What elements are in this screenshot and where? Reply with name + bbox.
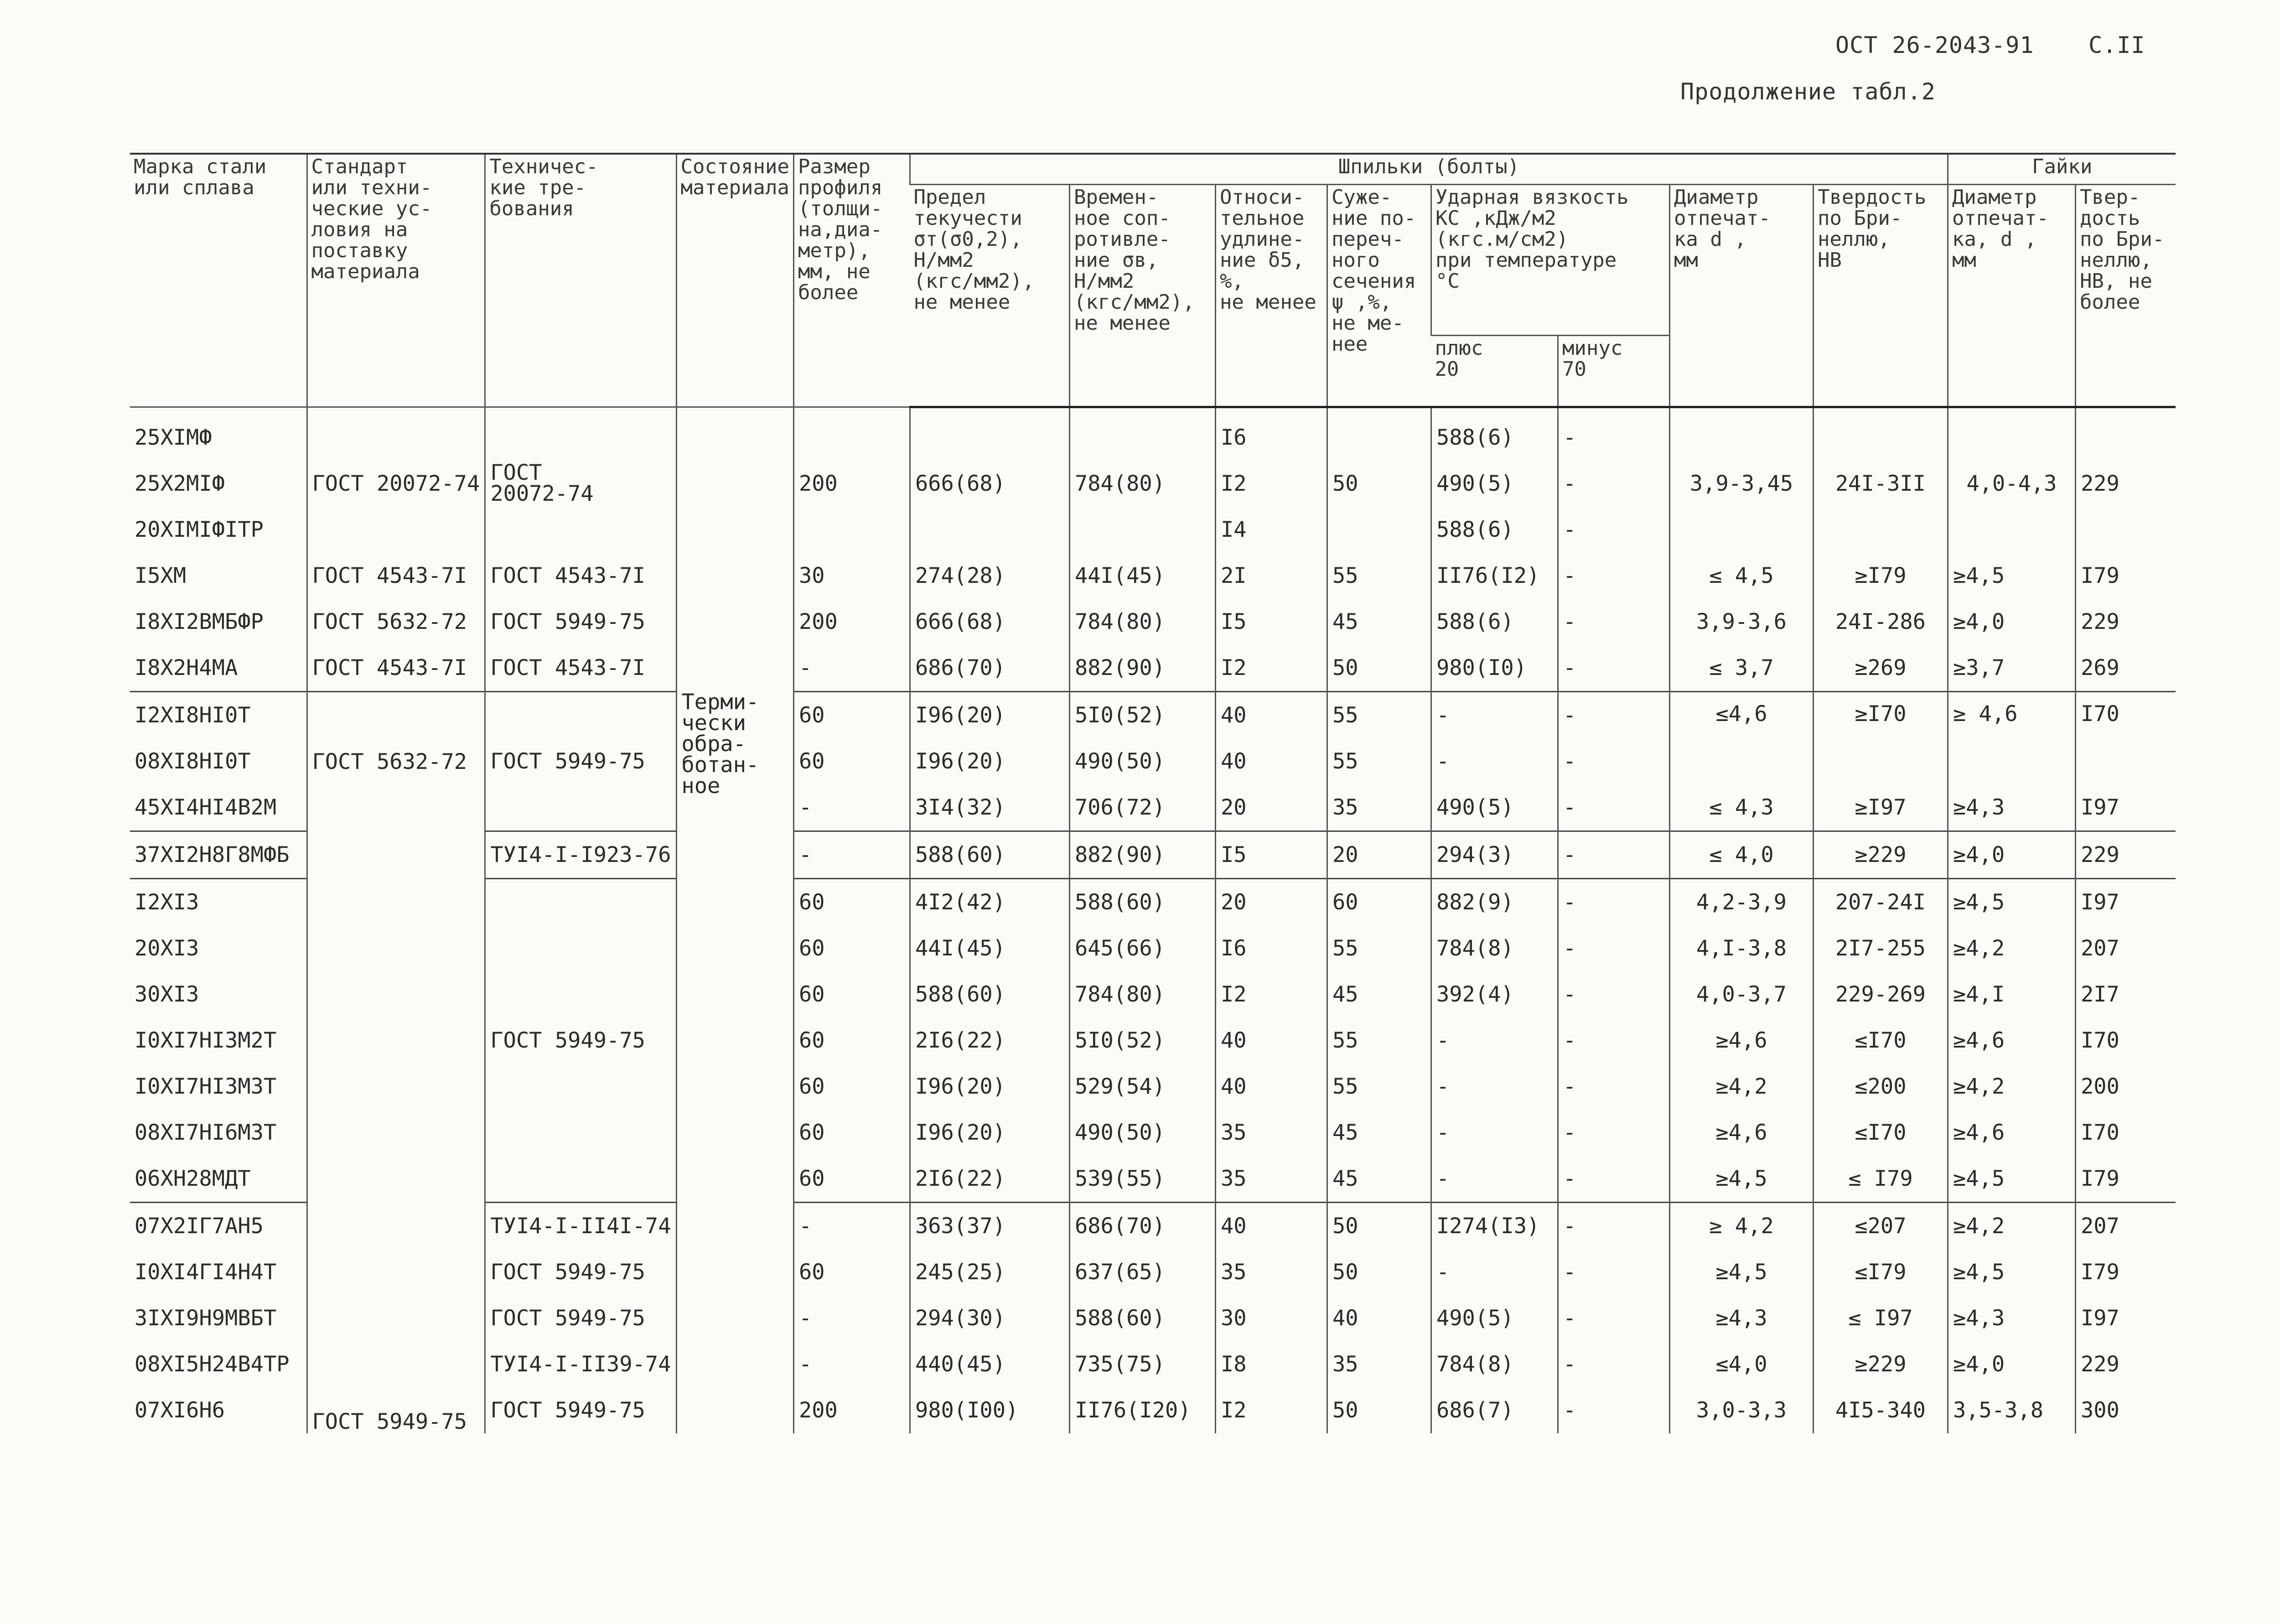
cell-tensile: 645(66) — [1069, 925, 1215, 971]
cell-stud-hardness: ≥I70 — [1813, 692, 1948, 785]
header-condition: Состояние материала — [676, 154, 793, 407]
cell-stud-diameter: ≥4,3 — [1669, 1295, 1813, 1341]
cell-stud-hardness: 24I-286 — [1813, 599, 1948, 645]
cell-tech-requirements: ТУI4-I-II4I-74 — [485, 1203, 676, 1250]
cell-elongation: 35 — [1215, 1110, 1327, 1156]
cell-nut-hardness: I79 — [2075, 553, 2176, 599]
cell-grade: 25XIМФ — [135, 425, 212, 450]
cell-stud-hardness: ≤ I79 — [1813, 1156, 1948, 1203]
cell-impact-plus20: - — [1431, 1017, 1558, 1064]
cell-reduction: 50 — [1327, 1249, 1431, 1295]
cell-elongation: 20 — [1215, 879, 1327, 926]
cell-stud-hardness: 4I5-340 — [1813, 1387, 1948, 1433]
cell-yield: 363(37) — [910, 1203, 1069, 1250]
cell-grade: 20XIМIФIТР — [135, 517, 264, 542]
cell-impact-minus70: - — [1558, 553, 1669, 599]
cell-nut-hardness: 207 — [2075, 1203, 2176, 1250]
cell-stud-diameter: ≥4,6 — [1669, 1017, 1813, 1064]
cell-size: 60 — [793, 1064, 910, 1110]
table-row — [130, 645, 2176, 692]
cell-nut-hardness: 200 — [2075, 1064, 2176, 1110]
header-impact: Ударная вязкость КС ,кДж/м2 (кгс.м/см2) при температуре °С — [1431, 185, 1669, 336]
cell-impact-plus20: - — [1431, 1249, 1558, 1295]
cell-tensile: II76(I20) — [1069, 1387, 1215, 1433]
cell-grade: 37XI2Н8Г8МФБ — [130, 831, 307, 879]
cell-tensile: 490(50) — [1069, 738, 1215, 784]
cell-stud-hardness: ≤207 — [1813, 1203, 1948, 1250]
cell-condition-empty — [676, 407, 793, 692]
header-grade: Марка стали или сплава — [130, 154, 307, 407]
cell-tensile: 44I(45) — [1069, 553, 1215, 599]
cell-nut-diameter: ≥4,5 — [1948, 553, 2075, 599]
cell-stud-hardness: 24I-3II — [1813, 407, 1948, 553]
cell-grade: I0XI7НI3М3Т — [135, 1074, 277, 1099]
cell-reduction: 55 — [1327, 925, 1431, 971]
cell-yield: 4I2(42) — [910, 879, 1069, 926]
cell-impact-plus20: - — [1431, 692, 1558, 739]
cell-reduction: 45 — [1327, 599, 1431, 645]
cell-nut-hardness: I97 — [2075, 879, 2176, 926]
cell-tech-requirements: ГОСТ 5949-75 — [485, 692, 676, 831]
cell-grade: 25X2МIФ — [135, 471, 225, 496]
header-tensile: Времен- ное соп- ротивле- ние σв, Н/мм2 (кгс/мм2), не менее — [1069, 185, 1215, 407]
cell-standard: ГОСТ 4543-7I — [307, 553, 485, 599]
cell-nut-hardness: I70 — [2075, 1110, 2176, 1156]
cell-reduction: 45 — [1327, 1156, 1431, 1203]
cell-size: 60 — [793, 1249, 910, 1295]
header-standard: Стандарт или техни- ческие ус- ловия на поставку материала — [307, 154, 485, 407]
cell-tech-requirements: ТУI4-I-I923-76 — [485, 831, 676, 879]
cell-impact-minus70: - — [1558, 738, 1669, 784]
cell-nut-hardness: 269 — [2075, 645, 2176, 692]
cell-impact-minus70: - — [1558, 1341, 1669, 1387]
cell-nut-diameter: ≥4,6 — [1948, 1017, 2075, 1064]
cell-stud-diameter: ≥4,5 — [1669, 1249, 1813, 1295]
cell-stud-diameter: ≥4,2 — [1669, 1064, 1813, 1110]
cell-size: 60 — [793, 971, 910, 1017]
cell-impact-plus20: 490(5) — [1431, 461, 1558, 507]
cell-yield: I96(20) — [910, 1064, 1069, 1110]
cell-stud-hardness: ≥269 — [1813, 645, 1948, 692]
table-row — [130, 407, 2176, 461]
cell-impact-plus20: - — [1431, 1110, 1558, 1156]
cell-grade: I0XI4ГI4Н4Т — [135, 1260, 277, 1285]
cell-nut-hardness: 2I7 — [2075, 971, 2176, 1017]
cell-elongation: 30 — [1215, 1295, 1327, 1341]
cell-tensile: 529(54) — [1069, 1064, 1215, 1110]
cell-elongation: 20 — [1215, 784, 1327, 831]
cell-size: 60 — [793, 738, 910, 784]
cell-tech-requirements: ГОСТ 4543-7I — [485, 553, 676, 599]
cell-elongation: 40 — [1215, 1203, 1327, 1250]
cell-yield: 294(30) — [910, 1295, 1069, 1341]
header-elongation: Относи- тельное удлине- ние δ5, %, не менее — [1215, 185, 1327, 407]
header-reduction: Суже- ние по- переч- ного сечения ψ ,%, не ме- нее — [1327, 185, 1431, 407]
cell-stud-hardness: ≥229 — [1813, 1341, 1948, 1387]
table-row — [130, 831, 2176, 879]
header-yield: Предел текучести σт(σ0,2), Н/мм2 (кгс/мм2), не менее — [910, 185, 1069, 407]
cell-tensile: 882(90) — [1069, 831, 1215, 879]
cell-elongation: I2 — [1215, 461, 1327, 507]
cell-elongation: I8 — [1215, 1341, 1327, 1387]
cell-size: - — [793, 831, 910, 879]
cell-reduction: 50 — [1327, 1387, 1431, 1433]
cell-elongation: I2 — [1215, 645, 1327, 692]
cell-impact-plus20: 980(I0) — [1431, 645, 1558, 692]
cell-tensile: 735(75) — [1069, 1341, 1215, 1387]
cell-grade: I8X2Н4МА — [135, 655, 238, 680]
cell-tensile: 588(60) — [1069, 879, 1215, 926]
cell-reduction: 50 — [1327, 1203, 1431, 1250]
cell-tensile: 637(65) — [1069, 1249, 1215, 1295]
cell-yield: 2I6(22) — [910, 1156, 1069, 1203]
cell-impact-plus20: 882(9) — [1431, 879, 1558, 926]
cell-stud-hardness: ≥I79 — [1813, 553, 1948, 599]
cell-reduction: 55 — [1327, 738, 1431, 784]
document-code: ОСТ 26-2043-91 — [1835, 32, 2034, 58]
cell-elongation: I5 — [1215, 831, 1327, 879]
cell-elongation: I6 — [1215, 925, 1327, 971]
cell-impact-plus20: 294(3) — [1431, 831, 1558, 879]
cell-tensile: 686(70) — [1069, 1203, 1215, 1250]
cell-yield: 588(60) — [910, 971, 1069, 1017]
cell-impact-minus70: - — [1558, 879, 1669, 926]
cell-tech-requirements: ГОСТ 5949-75 — [485, 879, 676, 1203]
cell-nut-hardness: I97 — [2075, 784, 2176, 831]
cell-reduction: 35 — [1327, 784, 1431, 831]
cell-yield: 686(70) — [910, 645, 1069, 692]
header-nut-diameter: Диаметр отпечат- ка, d , мм — [1948, 185, 2075, 407]
cell-nut-diameter: ≥4,5 — [1948, 1249, 2075, 1295]
cell-nut-diameter: 4,0-4,3 — [1948, 407, 2075, 553]
cell-size: 60 — [793, 692, 910, 739]
cell-impact-plus20: - — [1431, 1156, 1558, 1203]
cell-elongation: I2 — [1215, 971, 1327, 1017]
cell-nut-hardness: 300 — [2075, 1387, 2176, 1433]
cell-grade: I2XI8НI0Т — [130, 692, 307, 739]
cell-tensile: 784(80) — [1069, 407, 1215, 553]
cell-impact-minus70: - — [1558, 599, 1669, 645]
cell-reduction: 55 — [1327, 553, 1431, 599]
cell-size: - — [793, 1295, 910, 1341]
cell-tensile: 5I0(52) — [1069, 692, 1215, 739]
cell-tech-requirements: ГОСТ 4543-7I — [485, 645, 676, 692]
cell-nut-diameter: ≥4,I — [1948, 971, 2075, 1017]
cell-stud-diameter: 3,0-3,3 — [1669, 1387, 1813, 1433]
cell-impact-minus70: - — [1558, 1249, 1669, 1295]
cell-nut-diameter: ≥4,0 — [1948, 831, 2075, 879]
steel-properties-table — [130, 153, 2176, 1433]
cell-nut-hardness: I79 — [2075, 1156, 2176, 1203]
cell-elongation: 40 — [1215, 1017, 1327, 1064]
cell-stud-hardness: ≤200 — [1813, 1064, 1948, 1110]
cell-grade: I0XI7НI3М2Т — [135, 1028, 277, 1053]
cell-stud-diameter: 4,I-3,8 — [1669, 925, 1813, 971]
cell-nut-hardness: 229 — [2075, 407, 2176, 553]
cell-size: 200 — [793, 599, 910, 645]
cell-size: 60 — [793, 879, 910, 926]
cell-stud-diameter: ≤4,6 — [1669, 692, 1813, 785]
cell-grade: 08XI8НI0Т — [135, 749, 251, 774]
cell-elongation: 35 — [1215, 1249, 1327, 1295]
cell-impact-minus70: - — [1558, 925, 1669, 971]
cell-nut-diameter: ≥4,6 — [1948, 1110, 2075, 1156]
cell-nut-hardness: I70 — [2075, 1017, 2176, 1064]
cell-size: 60 — [793, 1110, 910, 1156]
cell-tech-requirements: ГОСТ 5949-75 — [485, 599, 676, 645]
cell-tensile: 5I0(52) — [1069, 1017, 1215, 1064]
cell-condition: Терми- чески обра- ботан- ное — [676, 692, 793, 831]
cell-impact-plus20: - — [1431, 1064, 1558, 1110]
cell-stud-diameter: ≤ 3,7 — [1669, 645, 1813, 692]
cell-impact-minus70: - — [1558, 831, 1669, 879]
cell-yield: 245(25) — [910, 1249, 1069, 1295]
cell-nut-diameter: ≥4,5 — [1948, 879, 2075, 926]
cell-stud-hardness: ≤ I97 — [1813, 1295, 1948, 1341]
cell-elongation: 2I — [1215, 553, 1327, 599]
cell-tech-requirements: ГОСТ 5949-75 — [485, 1249, 676, 1295]
cell-yield: 44I(45) — [910, 925, 1069, 971]
cell-reduction: 50 — [1327, 645, 1431, 692]
cell-tensile: 539(55) — [1069, 1156, 1215, 1203]
cell-stud-hardness: ≤I79 — [1813, 1249, 1948, 1295]
cell-impact-minus70: - — [1558, 1203, 1669, 1250]
cell-reduction: 45 — [1327, 1110, 1431, 1156]
cell-grade: 20XI3 — [135, 936, 199, 961]
cell-yield: I96(20) — [910, 738, 1069, 784]
cell-nut-diameter: ≥4,0 — [1948, 599, 2075, 645]
cell-nut-hardness: 229 — [2075, 831, 2176, 879]
table-body — [130, 407, 2176, 1434]
cell-impact-minus70: - — [1558, 1064, 1669, 1110]
cell-grade: I5XМ — [135, 563, 187, 588]
cell-nut-hardness: I79 — [2075, 1249, 2176, 1295]
cell-impact-minus70: - — [1558, 645, 1669, 692]
cell-yield: 274(28) — [910, 553, 1069, 599]
cell-size: 60 — [793, 1017, 910, 1064]
cell-grade: 45XI4НI4В2М — [135, 795, 277, 820]
cell-size: 60 — [793, 925, 910, 971]
cell-impact-minus70: - — [1558, 407, 1669, 461]
cell-impact-plus20: - — [1431, 738, 1558, 784]
cell-tech-requirements: ТУI4-I-II39-74 — [485, 1341, 676, 1387]
cell-tech-requirements: ГОСТ 5949-75 — [485, 1387, 676, 1433]
cell-stud-diameter: 4,2-3,9 — [1669, 879, 1813, 926]
cell-yield: I96(20) — [910, 1110, 1069, 1156]
cell-reduction: 35 — [1327, 1341, 1431, 1387]
cell-stud-diameter: ≥ 4,2 — [1669, 1203, 1813, 1250]
cell-impact-minus70: - — [1558, 507, 1669, 553]
cell-grade: 07XI6Н6 — [135, 1398, 225, 1423]
cell-stud-hardness: ≥I97 — [1813, 784, 1948, 831]
header-studs-group: Шпильки (болты) — [910, 154, 1948, 185]
cell-nut-diameter: ≥4,2 — [1948, 925, 2075, 971]
cell-tensile: 588(60) — [1069, 1295, 1215, 1341]
cell-stud-diameter: ≤ 4,5 — [1669, 553, 1813, 599]
cell-stud-hardness: ≤I70 — [1813, 1017, 1948, 1064]
cell-nut-diameter: ≥3,7 — [1948, 645, 2075, 692]
cell-impact-plus20: 588(6) — [1431, 599, 1558, 645]
cell-elongation: 40 — [1215, 692, 1327, 739]
cell-reduction: 50 — [1327, 407, 1431, 553]
cell-impact-plus20: II76(I2) — [1431, 553, 1558, 599]
cell-grade: 07X2IГ7АН5 — [130, 1203, 307, 1250]
cell-yield: 440(45) — [910, 1341, 1069, 1387]
cell-reduction: 55 — [1327, 1064, 1431, 1110]
cell-stud-diameter: ≤ 4,3 — [1669, 784, 1813, 831]
cell-tensile: 706(72) — [1069, 784, 1215, 831]
cell-impact-plus20: 686(7) — [1431, 1387, 1558, 1433]
cell-elongation: I6 — [1215, 407, 1327, 461]
cell-impact-minus70: - — [1558, 461, 1669, 507]
cell-impact-plus20: 588(6) — [1431, 407, 1558, 461]
cell-yield: 2I6(22) — [910, 1017, 1069, 1064]
cell-size: - — [793, 1341, 910, 1387]
cell-stud-diameter: ≥4,5 — [1669, 1156, 1813, 1203]
cell-grade: 08XI7НI6М3Т — [135, 1120, 277, 1145]
cell-reduction: 60 — [1327, 879, 1431, 926]
cell-tensile: 490(50) — [1069, 1110, 1215, 1156]
cell-impact-plus20: 784(8) — [1431, 925, 1558, 971]
cell-grade: I8XI2ВМБФР — [135, 609, 264, 634]
cell-elongation: 35 — [1215, 1156, 1327, 1203]
cell-impact-minus70: - — [1558, 1295, 1669, 1341]
cell-impact-minus70: - — [1558, 692, 1669, 739]
cell-size: 200 — [793, 1387, 910, 1433]
cell-elongation: I2 — [1215, 1387, 1327, 1433]
cell-nut-hardness: 207 — [2075, 925, 2176, 971]
header-impact-minus70: минус 70 — [1558, 336, 1669, 407]
cell-tech-requirements: ГОСТ 5949-75 — [485, 1295, 676, 1341]
cell-impact-plus20: 784(8) — [1431, 1341, 1558, 1387]
cell-elongation: I4 — [1215, 507, 1327, 553]
cell-nut-diameter: ≥4,3 — [1948, 784, 2075, 831]
cell-stud-diameter: ≥4,6 — [1669, 1110, 1813, 1156]
cell-stud-diameter: 3,9-3,6 — [1669, 599, 1813, 645]
cell-grade: 30XI3 — [135, 982, 199, 1007]
header-stud-hardness: Твердость по Бри- неллю, НВ — [1813, 185, 1948, 407]
cell-yield: 980(I00) — [910, 1387, 1069, 1433]
cell-grade: I2XI3 — [130, 879, 307, 926]
header-size: Размер профиля (толщи- на,диа- метр), мм, не более — [793, 154, 910, 407]
cell-reduction: 45 — [1327, 971, 1431, 1017]
header-nut-hardness: Твер- дость по Бри- неллю, НВ, не более — [2075, 185, 2176, 407]
table-header — [130, 154, 2176, 407]
cell-size: - — [793, 1203, 910, 1250]
table-row — [130, 599, 2176, 645]
cell-reduction: 20 — [1327, 831, 1431, 879]
cell-reduction: 55 — [1327, 692, 1431, 739]
cell-nut-hardness: 229 — [2075, 1341, 2176, 1387]
cell-tensile: 882(90) — [1069, 645, 1215, 692]
cell-grade: 06XН28МДТ — [135, 1166, 251, 1191]
cell-impact-minus70: - — [1558, 1110, 1669, 1156]
cell-grade: 08XI5Н24В4ТР — [135, 1352, 290, 1377]
cell-impact-plus20: 588(6) — [1431, 507, 1558, 553]
cell-elongation: 40 — [1215, 1064, 1327, 1110]
cell-stud-diameter: 4,0-3,7 — [1669, 971, 1813, 1017]
cell-impact-plus20: 490(5) — [1431, 784, 1558, 831]
cell-standard: ГОСТ 5949-75 — [307, 831, 485, 1434]
cell-tensile: 784(80) — [1069, 599, 1215, 645]
cell-stud-hardness: 207-24I — [1813, 879, 1948, 926]
cell-impact-minus70: - — [1558, 1156, 1669, 1203]
cell-nut-diameter: ≥4,3 — [1948, 1295, 2075, 1341]
cell-yield: 666(68) — [910, 407, 1069, 553]
header-nuts-group: Гайки — [1948, 154, 2176, 185]
cell-standard: ГОСТ 4543-7I — [307, 645, 485, 692]
cell-impact-minus70: - — [1558, 1017, 1669, 1064]
cell-nut-diameter: ≥4,2 — [1948, 1064, 2075, 1110]
cell-reduction: 40 — [1327, 1295, 1431, 1341]
cell-impact-plus20: 392(4) — [1431, 971, 1558, 1017]
cell-stud-diameter: ≤4,0 — [1669, 1341, 1813, 1387]
cell-impact-minus70: - — [1558, 1387, 1669, 1433]
header-impact-plus20: плюс 20 — [1431, 336, 1558, 407]
cell-yield: 3I4(32) — [910, 784, 1069, 831]
cell-nut-diameter: ≥4,5 — [1948, 1156, 2075, 1203]
cell-size: 60 — [793, 1156, 910, 1203]
header-tech-requirements: Техничес- кие тре- бования — [485, 154, 676, 407]
cell-yield: I96(20) — [910, 692, 1069, 739]
cell-impact-plus20: I274(I3) — [1431, 1203, 1558, 1250]
cell-nut-diameter: ≥4,2 — [1948, 1203, 2075, 1250]
cell-nut-hardness: 229 — [2075, 599, 2176, 645]
cell-reduction: 55 — [1327, 1017, 1431, 1064]
cell-grade: 3IXI9Н9МВБТ — [135, 1306, 277, 1331]
cell-stud-diameter: 3,9-3,45 — [1669, 407, 1813, 553]
cell-condition-continued — [676, 831, 793, 1434]
cell-size: - — [793, 784, 910, 831]
cell-size: - — [793, 645, 910, 692]
page-number: С.II — [2088, 32, 2145, 58]
cell-nut-diameter: 3,5-3,8 — [1948, 1387, 2075, 1433]
cell-yield: 666(68) — [910, 599, 1069, 645]
cell-stud-hardness: 2I7-255 — [1813, 925, 1948, 971]
cell-nut-diameter: ≥ 4,6 — [1948, 692, 2075, 785]
cell-nut-hardness: I97 — [2075, 1295, 2176, 1341]
cell-impact-minus70: - — [1558, 784, 1669, 831]
cell-stud-hardness: 229-269 — [1813, 971, 1948, 1017]
cell-tensile: 784(80) — [1069, 971, 1215, 1017]
cell-stud-hardness: ≤I70 — [1813, 1110, 1948, 1156]
cell-tech-requirements: ГОСТ 20072-74 — [485, 407, 676, 553]
cell-size: 30 — [793, 553, 910, 599]
cell-stud-diameter: ≤ 4,0 — [1669, 831, 1813, 879]
header-stud-diameter: Диаметр отпечат- ка d , мм — [1669, 185, 1813, 407]
cell-size: 200 — [793, 407, 910, 553]
cell-nut-hardness: I70 — [2075, 692, 2176, 785]
cell-elongation: 40 — [1215, 738, 1327, 784]
table-row — [130, 692, 2176, 739]
cell-nut-diameter: ≥4,0 — [1948, 1341, 2075, 1387]
cell-standard: ГОСТ 5632-72 — [307, 599, 485, 645]
cell-stud-hardness: ≥229 — [1813, 831, 1948, 879]
cell-impact-minus70: - — [1558, 971, 1669, 1017]
cell-elongation: I5 — [1215, 599, 1327, 645]
cell-standard: ГОСТ 5632-72 — [307, 692, 485, 831]
cell-yield: 588(60) — [910, 831, 1069, 879]
table-continuation-title: Продолжение табл.2 — [1680, 78, 1936, 105]
cell-standard: ГОСТ 20072-74 — [307, 407, 485, 553]
table-row — [130, 553, 2176, 599]
cell-impact-plus20: 490(5) — [1431, 1295, 1558, 1341]
